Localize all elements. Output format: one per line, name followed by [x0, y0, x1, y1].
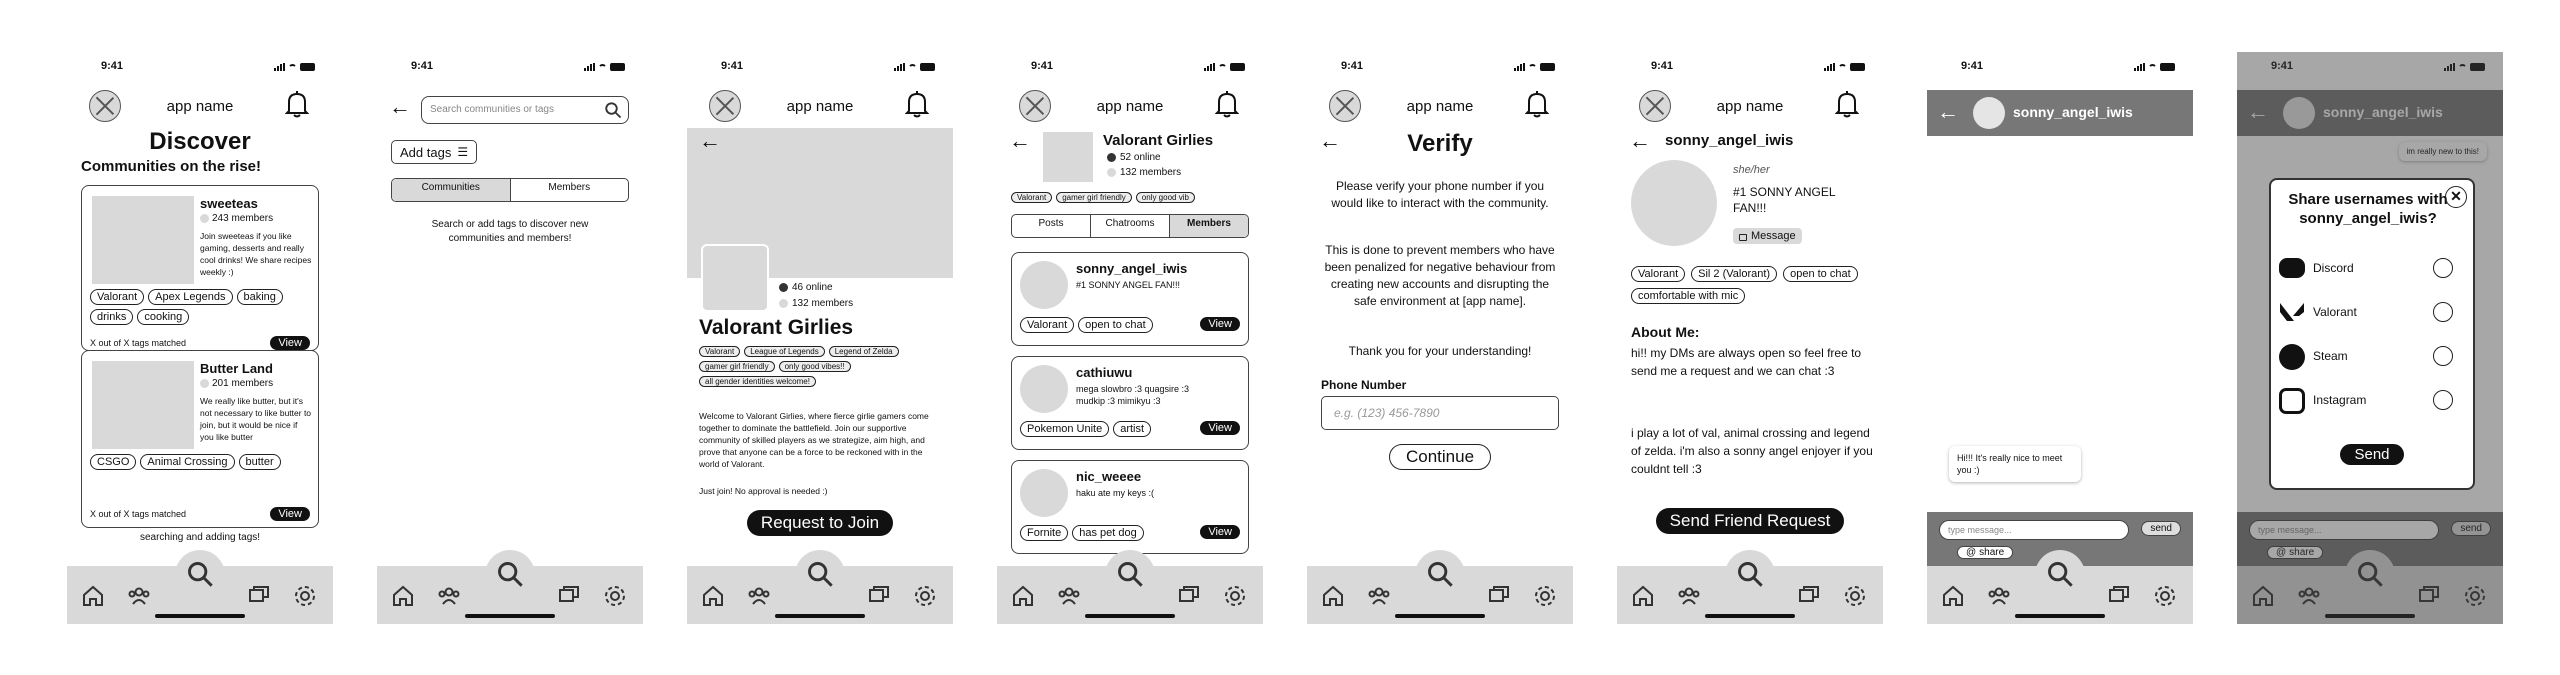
share-option-radio[interactable] — [2433, 346, 2453, 366]
chat-icon[interactable] — [1797, 584, 1821, 608]
community-description: We really like butter, but it's not necessary to like butter to join, but it would be nice if you like butter — [200, 396, 312, 442]
screen-verify — [1307, 52, 1573, 624]
profile-tagline: #1 SONNY ANGEL FAN!!! — [1733, 185, 1836, 215]
search-icon[interactable] — [496, 560, 524, 588]
share-option-label: Instagram — [2313, 393, 2367, 407]
tag-pill[interactable]: Apex Legends — [148, 289, 232, 305]
search-icon[interactable] — [806, 560, 834, 588]
online-dot-icon — [1107, 153, 1116, 162]
bottom-tab-bar — [1617, 566, 1883, 624]
message-text: im really new to this! — [2406, 147, 2479, 156]
tag-pill[interactable]: cooking — [137, 309, 189, 325]
signal-icon — [1824, 63, 1835, 71]
member-count: 201 members — [212, 378, 274, 389]
bell-icon[interactable] — [1215, 90, 1239, 118]
wifi-icon — [1218, 64, 1227, 71]
instagram-icon — [2279, 388, 2305, 414]
home-icon[interactable] — [1321, 584, 1345, 608]
online-count: 46 online — [792, 282, 833, 293]
verify-paragraph: This is done to prevent members who have been penalized for negative behaviour from creating new accounts and disrupting the safe environment at [app name]. — [1324, 243, 1556, 308]
send-friend-request-button[interactable]: Send Friend Request — [1656, 508, 1845, 534]
bottom-tab-bar — [377, 566, 643, 624]
home-icon[interactable] — [1941, 584, 1965, 608]
status-time: 9:41 — [1961, 60, 1984, 72]
settings-gear-icon[interactable] — [1843, 584, 1867, 608]
settings-gear-icon[interactable] — [1533, 584, 1557, 608]
members-icon — [779, 299, 788, 308]
status-bar — [1617, 60, 1883, 76]
settings-gear-icon[interactable] — [2153, 584, 2177, 608]
share-option-radio[interactable] — [2433, 258, 2453, 278]
community-avatar — [701, 244, 769, 312]
share-option-radio[interactable] — [2433, 302, 2453, 322]
send-button[interactable]: Send — [2340, 444, 2403, 465]
view-button[interactable]: View — [270, 336, 310, 350]
status-bar — [1307, 60, 1573, 76]
bottom-tab-bar — [1307, 566, 1573, 624]
settings-gear-icon[interactable] — [1223, 584, 1247, 608]
community-card[interactable] — [81, 185, 319, 351]
search-icon[interactable] — [1116, 560, 1144, 588]
battery-icon — [2160, 63, 2175, 71]
tag-pill[interactable]: gamer girl friendly — [699, 361, 775, 372]
chat-icon[interactable] — [247, 584, 271, 608]
steam-icon — [2279, 344, 2305, 370]
verify-paragraph: Please verify your phone number if you would like to interact with the community. — [1331, 179, 1549, 210]
add-tags-label: Add tags — [400, 144, 452, 160]
search-input[interactable] — [421, 96, 629, 124]
status-time: 9:41 — [1031, 60, 1054, 72]
search-icon[interactable] — [1736, 560, 1764, 588]
bottom-tab-bar — [1927, 566, 2193, 624]
battery-icon — [920, 63, 935, 71]
share-option-label: Discord — [2313, 261, 2354, 275]
share-modal — [2269, 178, 2475, 490]
member-bio: mega slowbro :3 quagsire :3 mudkip :3 mimikyu :3 — [1076, 384, 1190, 406]
search-icon[interactable] — [604, 101, 622, 119]
bell-icon[interactable] — [1525, 90, 1549, 118]
screen-chat — [1927, 52, 2193, 624]
tab-chatrooms[interactable]: Chatrooms — [1090, 215, 1169, 237]
status-bar — [687, 60, 953, 76]
member-name: nic_weeee — [1076, 469, 1142, 484]
tag-pill[interactable]: Animal Crossing — [140, 454, 234, 470]
signal-icon — [1514, 63, 1525, 71]
chat-icon[interactable] — [1487, 584, 1511, 608]
community-image — [92, 196, 194, 284]
chat-avatar — [1973, 97, 2005, 129]
wifi-icon — [2148, 64, 2157, 71]
search-placeholder: Search communities or tags — [430, 104, 554, 115]
community-icon[interactable] — [437, 584, 461, 608]
profile-avatar — [1631, 160, 1717, 246]
at-icon: @ — [2276, 547, 2287, 558]
community-join-note: Just join! No approval is needed :) — [699, 486, 828, 496]
screen-members — [997, 52, 1263, 624]
phone-number-label: Phone Number — [1321, 378, 1407, 392]
tag-match-text: X out of X tags matched — [90, 509, 187, 519]
screen-search — [377, 52, 643, 624]
chat-username: sonny_angel_iwis — [2323, 104, 2443, 120]
screen-community — [687, 52, 953, 624]
tag-pill[interactable]: all gender identities welcome! — [699, 376, 816, 387]
send-button[interactable]: send — [2141, 521, 2181, 536]
tag-pill[interactable]: CSGO — [90, 454, 136, 470]
member-count: 132 members — [1120, 167, 1182, 178]
send-button[interactable]: send — [2451, 521, 2491, 536]
tag-pill[interactable]: open to chat — [1783, 266, 1858, 282]
settings-gear-icon[interactable] — [603, 584, 627, 608]
request-to-join-button[interactable]: Request to Join — [747, 510, 893, 536]
home-icon[interactable] — [391, 584, 415, 608]
home-indicator — [1085, 614, 1175, 618]
bottom-tab-bar — [67, 566, 333, 624]
message-placeholder: type message... — [1948, 525, 2012, 535]
share-option-radio[interactable] — [2433, 390, 2453, 410]
back-arrow-icon[interactable]: ← — [1629, 128, 1651, 153]
search-tabs — [391, 178, 629, 202]
wifi-icon — [908, 64, 917, 71]
member-name: sonny_angel_iwis — [1076, 261, 1188, 276]
message-input[interactable] — [1939, 520, 2129, 540]
home-indicator — [1395, 614, 1485, 618]
share-option-label: Steam — [2313, 349, 2348, 363]
about-text: hi!! my DMs are always open so feel free to send me a request and we can chat :3 — [1631, 346, 1862, 378]
back-arrow-icon[interactable]: ← — [1937, 99, 1959, 124]
tag-match-text: X out of X tags matched — [90, 338, 187, 348]
community-icon[interactable] — [747, 584, 771, 608]
add-tags-button[interactable] — [391, 140, 477, 164]
community-name: Valorant Girlies — [1103, 132, 1214, 149]
members-icon — [1107, 168, 1116, 177]
signal-icon — [274, 63, 285, 71]
message-text: Hi!!! It's really nice to meet you :) — [1957, 453, 2063, 475]
share-label: share — [2289, 547, 2315, 558]
member-card[interactable] — [1011, 252, 1249, 346]
tag-pill[interactable]: drinks — [90, 309, 133, 325]
message-button[interactable] — [1733, 228, 1802, 244]
app-name: app name — [1406, 98, 1474, 115]
status-time: 9:41 — [101, 60, 124, 72]
status-time: 9:41 — [1341, 60, 1364, 72]
tab-posts[interactable]: Posts — [1038, 218, 1064, 229]
wifi-icon — [1838, 64, 1847, 71]
home-indicator — [1705, 614, 1795, 618]
member-card[interactable] — [1011, 356, 1249, 450]
app-name: app name — [786, 98, 854, 115]
screen-discover — [67, 52, 333, 624]
tag-pill[interactable]: gamer girl friendly — [1056, 192, 1132, 203]
about-heading: About Me: — [1631, 324, 1700, 340]
tag-pill[interactable]: Sil 2 (Valorant) — [1691, 266, 1777, 282]
community-description: Join sweeteas if you like gaming, desserts and really cool drinks! We share recipes weekly :) — [200, 231, 312, 277]
wifi-icon — [288, 64, 297, 71]
wifi-icon — [1528, 64, 1537, 71]
online-count: 52 online — [1120, 152, 1161, 163]
community-icon[interactable] — [1677, 584, 1701, 608]
message-bubble-incoming — [1949, 446, 2081, 482]
search-icon[interactable] — [1426, 560, 1454, 588]
tag-pill[interactable]: League of Legends — [744, 346, 825, 357]
member-avatar — [1020, 469, 1068, 517]
view-button[interactable]: View — [1200, 317, 1240, 331]
status-bar — [997, 60, 1263, 76]
members-icon — [200, 379, 209, 388]
battery-icon — [300, 63, 315, 71]
page-title: Verify — [1407, 130, 1473, 157]
app-name: app name — [1716, 98, 1784, 115]
settings-gear-icon[interactable] — [913, 584, 937, 608]
battery-icon — [1230, 63, 1245, 71]
chat-icon[interactable] — [2107, 584, 2131, 608]
battery-icon — [610, 63, 625, 71]
signal-icon — [584, 63, 595, 71]
tag-pill[interactable]: Valorant — [90, 289, 144, 305]
message-label: Message — [1751, 230, 1796, 242]
profile-pronouns: she/her — [1733, 164, 1770, 176]
share-button[interactable] — [1957, 546, 2013, 559]
chat-icon[interactable] — [1177, 584, 1201, 608]
tag-pill[interactable]: Valorant — [1020, 317, 1074, 333]
phone-number-placeholder: e.g. (123) 456-7890 — [1334, 406, 1440, 420]
bottom-tab-bar — [687, 566, 953, 624]
tab-communities[interactable]: Communities — [392, 179, 510, 201]
app-name: app name — [166, 98, 234, 115]
home-indicator — [2015, 614, 2105, 618]
status-bar — [67, 60, 333, 76]
app-name: app name — [1096, 98, 1164, 115]
home-indicator — [775, 614, 865, 618]
community-tabs — [1011, 214, 1249, 238]
online-dot-icon — [779, 283, 788, 292]
community-name: Butter Land — [200, 361, 273, 376]
signal-icon — [1204, 63, 1215, 71]
tag-pill[interactable]: only good vibes!! — [779, 361, 851, 372]
chat-icon[interactable] — [557, 584, 581, 608]
view-button[interactable]: View — [270, 507, 310, 521]
tag-pill[interactable]: baking — [237, 289, 283, 305]
signal-icon — [2134, 63, 2145, 71]
tag-pill[interactable]: comfortable with mic — [1631, 288, 1745, 304]
tag-pill[interactable]: Valorant — [699, 346, 740, 357]
screen-share-modal — [2237, 52, 2503, 624]
tag-pill[interactable]: open to chat — [1078, 317, 1153, 333]
chat-header — [1927, 90, 2193, 136]
bottom-tab-bar — [997, 566, 1263, 624]
section-subtitle: Communities on the rise! — [81, 158, 262, 175]
valorant-icon — [2279, 300, 2305, 324]
community-avatar — [1043, 132, 1093, 182]
tag-pill[interactable]: only good vib — [1136, 192, 1195, 203]
tag-pill[interactable]: butter — [239, 454, 281, 470]
tab-members[interactable]: Members — [1169, 215, 1248, 237]
signal-icon — [894, 63, 905, 71]
home-icon[interactable] — [1011, 584, 1035, 608]
bell-icon[interactable] — [285, 90, 309, 118]
battery-icon — [1540, 63, 1555, 71]
search-icon[interactable] — [2046, 560, 2074, 588]
home-indicator — [465, 614, 555, 618]
page-title: Discover — [149, 128, 251, 155]
discord-icon — [2279, 258, 2305, 278]
tab-members[interactable]: Members — [510, 179, 629, 201]
tag-pill[interactable]: has pet dog — [1072, 525, 1144, 541]
message-placeholder: type message... — [2258, 525, 2322, 535]
tag-pill[interactable]: artist — [1113, 421, 1151, 437]
member-bio: haku ate my keys :( — [1076, 488, 1155, 498]
bell-icon[interactable] — [1835, 90, 1859, 118]
tag-pill[interactable]: Legend of Zelda — [829, 346, 899, 357]
continue-button[interactable]: Continue — [1389, 444, 1491, 470]
share-label: share — [1979, 547, 2005, 558]
back-arrow-icon[interactable]: ← — [699, 128, 721, 153]
search-hint: Search or add tags to discover new communities and members! — [431, 219, 589, 244]
at-icon: @ — [1966, 547, 1977, 558]
verify-paragraph: Thank you for your understanding! — [1348, 344, 1532, 358]
modal-title: Share usernames with sonny_angel_iwis? — [2288, 191, 2448, 227]
member-card[interactable] — [1011, 460, 1249, 554]
tag-pill[interactable]: Pokemon Unite — [1020, 421, 1109, 437]
community-icon[interactable] — [1987, 584, 2011, 608]
tag-pill[interactable]: Valorant — [1631, 266, 1685, 282]
tag-pill[interactable]: Valorant — [1011, 192, 1052, 203]
share-option-label: Valorant — [2313, 305, 2357, 319]
bell-icon[interactable] — [905, 90, 929, 118]
screen-profile — [1617, 52, 1883, 624]
status-time: 9:41 — [1651, 60, 1674, 72]
community-card[interactable] — [81, 350, 319, 528]
status-bar — [1927, 60, 2193, 76]
status-bar — [377, 60, 643, 76]
back-arrow-icon[interactable]: ← — [389, 94, 411, 119]
home-icon[interactable] — [701, 584, 725, 608]
wifi-icon — [598, 64, 607, 71]
back-arrow-icon[interactable]: ← — [2247, 99, 2269, 124]
settings-gear-icon[interactable] — [293, 584, 317, 608]
member-count: 243 members — [212, 213, 274, 224]
member-count: 132 members — [792, 298, 854, 309]
community-name: sweeteas — [200, 196, 258, 211]
community-icon[interactable] — [1057, 584, 1081, 608]
footer-hint: searching and adding tags! — [139, 532, 261, 543]
member-avatar — [1020, 365, 1068, 413]
filter-icon: ☰ — [457, 145, 469, 159]
profile-username: sonny_angel_iwis — [1665, 132, 1794, 149]
community-icon[interactable] — [127, 584, 151, 608]
community-icon[interactable] — [1367, 584, 1391, 608]
home-indicator — [155, 614, 245, 618]
lock-icon — [1739, 234, 1747, 241]
member-avatar — [1020, 261, 1068, 309]
status-time: 9:41 — [721, 60, 744, 72]
member-bio: #1 SONNY ANGEL FAN!!! — [1076, 280, 1181, 290]
home-icon[interactable] — [1631, 584, 1655, 608]
back-arrow-icon[interactable]: ← — [1319, 128, 1341, 153]
about-text: i play a lot of val, animal crossing and legend of zelda. i'm also a sonny angel enjoyer if you couldnt tell :3 — [1631, 426, 1873, 476]
view-button[interactable]: View — [1200, 421, 1240, 435]
status-time: 9:41 — [411, 60, 434, 72]
community-description: Welcome to Valorant Girlies, where fierce girlie gamers come together to dominate the battlefield. Join our supportive community of skilled players as we strategize, aim high, and prove that anyone can be a force to be reckoned with in the world of Valorant. — [699, 411, 929, 469]
members-icon — [200, 214, 209, 223]
chat-username: sonny_angel_iwis — [2013, 104, 2133, 120]
battery-icon — [1850, 63, 1865, 71]
chat-icon[interactable] — [867, 584, 891, 608]
search-icon[interactable] — [186, 560, 214, 588]
community-name: Valorant Girlies — [699, 316, 854, 339]
back-arrow-icon[interactable]: ← — [1009, 128, 1031, 153]
view-button[interactable]: View — [1200, 525, 1240, 539]
phone-number-field[interactable] — [1321, 396, 1559, 430]
close-icon[interactable]: ✕ — [2445, 186, 2467, 208]
tag-pill[interactable]: Fornite — [1020, 525, 1068, 541]
community-image — [92, 361, 194, 449]
home-icon[interactable] — [81, 584, 105, 608]
member-name: cathiuwu — [1076, 365, 1133, 380]
status-time: 9:41 — [2271, 60, 2294, 72]
